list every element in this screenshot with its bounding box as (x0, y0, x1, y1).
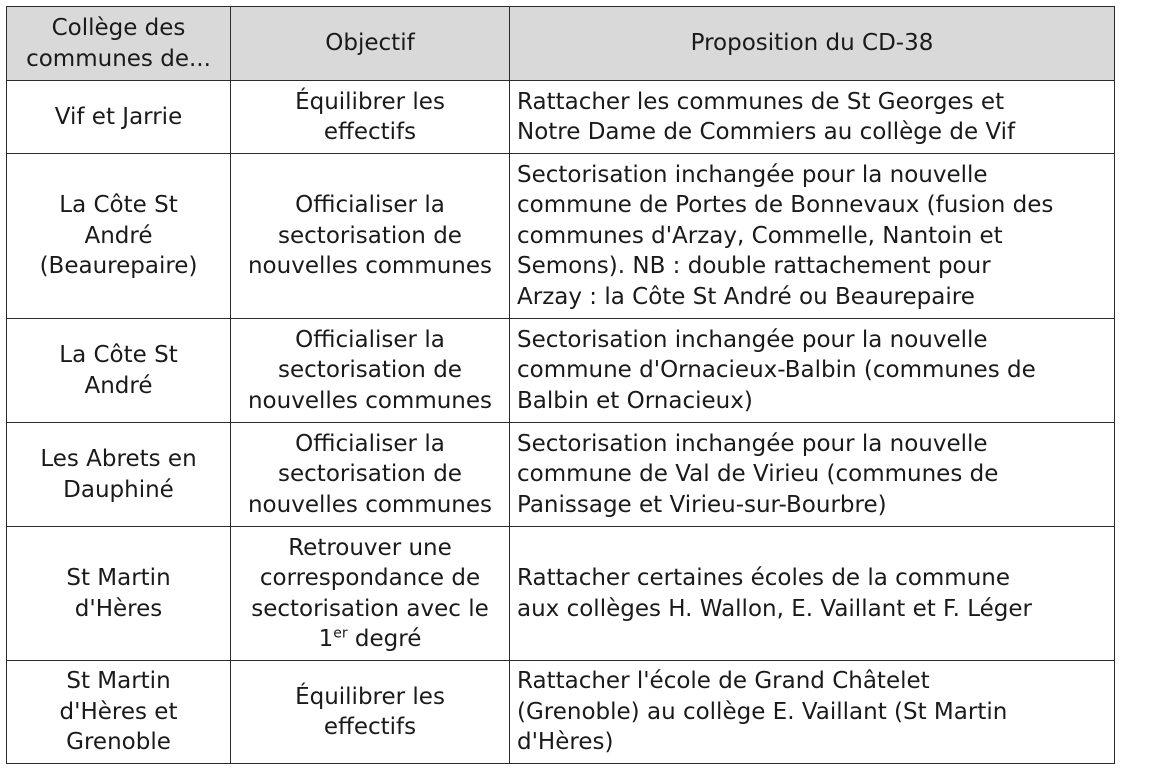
cell-line: Sectorisation inchangée pour la nouvelle (517, 161, 988, 188)
degree-word: degré (347, 626, 422, 652)
table-row (7, 423, 1115, 527)
cell-line: nouvelles communes (247, 253, 493, 280)
cell-line: Équilibrer les (295, 683, 445, 710)
cell-line: André (84, 222, 153, 249)
degree-superscript: er (333, 625, 348, 642)
degree-number: 1 (318, 626, 334, 652)
cell-line: St Martin (66, 565, 171, 591)
cell-line: correspondance de (259, 565, 481, 591)
cell-line: sectorisation avec le (251, 595, 489, 622)
cell-line: aux collèges H. Wallon, E. Vaillant et F. Léger (517, 595, 1032, 622)
objectif-cell (231, 319, 510, 423)
header-college (7, 7, 231, 81)
college-cell (7, 423, 231, 527)
proposition-cell (510, 319, 1115, 423)
cell-line: Arzay : la Côte St André ou Beaurepaire (517, 283, 975, 310)
cell-line: Officialiser la (295, 326, 445, 353)
cell-line: nouvelles communes (247, 387, 493, 414)
cell-line: Officialiser la (295, 430, 445, 457)
table-row (7, 661, 1115, 764)
cell-line: St Martin (66, 668, 171, 695)
cell-line: Rattacher les communes de St Georges et (517, 88, 1005, 115)
cell-line: sectorisation de (278, 461, 462, 488)
cell-line: Officialiser la (295, 192, 445, 219)
objectif-cell (231, 527, 510, 661)
cell-line-degree (238, 624, 502, 655)
sectorisation-table (6, 6, 1115, 764)
cell-line: commune de Portes de Bonnevaux (fusion des (517, 192, 1054, 219)
college-cell (7, 319, 231, 423)
cell-line: effectifs (323, 714, 417, 740)
cell-line: d'Hères (74, 595, 163, 622)
cell-line: André (84, 372, 153, 399)
cell-line: nouvelles communes (247, 491, 493, 518)
proposition-cell (510, 527, 1115, 661)
header-row (7, 7, 1115, 81)
college-cell (7, 154, 231, 319)
cell-line: Rattacher l'école de Grand Châtelet (517, 668, 930, 695)
cell-line: Sectorisation inchangée pour la nouvelle (517, 430, 988, 457)
table-row (7, 527, 1115, 661)
cell-line: (Grenoble) au collège E. Vaillant (St Martin (517, 698, 1008, 725)
header-college-line2: communes de... (26, 45, 211, 72)
cell-line: Les Abrets en (40, 446, 197, 472)
cell-line: Sectorisation inchangée pour la nouvelle (517, 326, 988, 353)
objectif-cell (231, 661, 510, 764)
header-college-line1: Collège des (51, 15, 186, 41)
cell-line: La Côte St (59, 342, 178, 368)
cell-line: Retrouver une (288, 534, 452, 561)
cell-line: sectorisation de (278, 357, 462, 384)
cell-line: effectifs (323, 119, 417, 145)
college-cell (7, 661, 231, 764)
objectif-cell (231, 81, 510, 154)
cell-line: commune de Val de Virieu (communes de (517, 461, 999, 488)
cell-line: sectorisation de (278, 222, 462, 249)
proposition-cell (510, 423, 1115, 527)
cell-line: (Beaurepaire) (39, 253, 198, 280)
college-cell (7, 81, 231, 154)
table-header (7, 7, 1115, 81)
header-objectif: Objectif (231, 7, 510, 81)
cell-line: Notre Dame de Commiers au collège de Vif (517, 119, 1016, 145)
cell-line: Dauphiné (63, 476, 174, 503)
proposition-cell (510, 81, 1115, 154)
cell-line: d'Hères) (517, 729, 614, 756)
cell-line: Balbin et Ornacieux) (517, 387, 753, 414)
cell-line: Équilibrer les (295, 88, 445, 115)
college-cell (7, 527, 231, 661)
table-row (7, 154, 1115, 319)
cell-line: Vif et Jarrie (54, 103, 183, 130)
cell-line: commune d'Ornacieux-Balbin (communes de (517, 357, 1036, 384)
cell-line: La Côte St (59, 192, 178, 219)
objectif-cell (231, 423, 510, 527)
cell-line: d'Hères et (59, 698, 178, 725)
cell-line: Panissage et Virieu-sur-Bourbre) (517, 491, 887, 518)
objectif-cell (231, 154, 510, 319)
table-row (7, 319, 1115, 423)
cell-line: Rattacher certaines écoles de la commune (517, 565, 1011, 591)
cell-line: communes d'Arzay, Commelle, Nantoin et (517, 222, 1003, 249)
header-proposition: Proposition du CD-38 (510, 7, 1115, 81)
proposition-cell (510, 661, 1115, 764)
table-row (7, 81, 1115, 154)
proposition-cell (510, 154, 1115, 319)
cell-line: Grenoble (66, 729, 171, 756)
cell-line: Semons). NB : double rattachement pour (517, 253, 991, 280)
